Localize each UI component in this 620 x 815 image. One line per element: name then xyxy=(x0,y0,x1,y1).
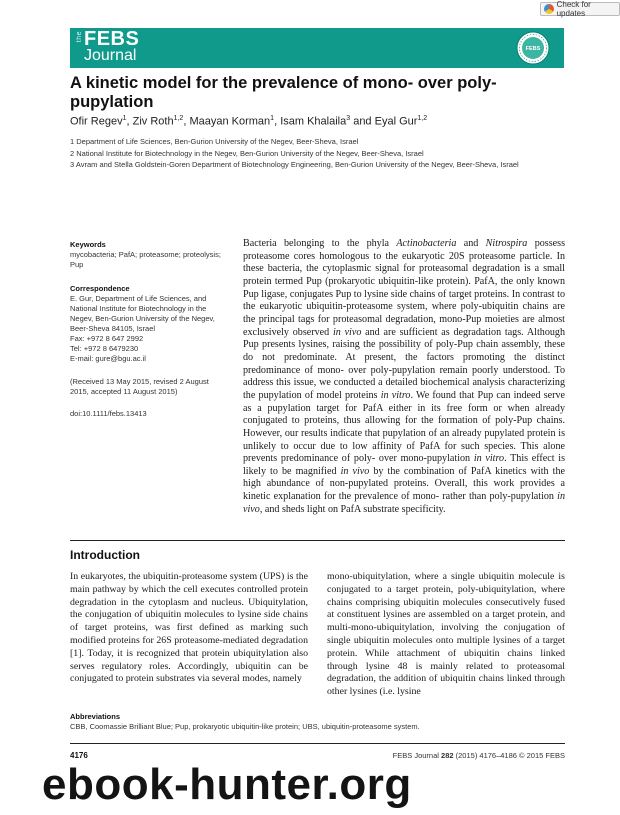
affiliation-3: 3 Avram and Stella Goldstein-Goren Department of Biotechnology Engineering, Ben-Gurion University of the Negev, Beer-Sheva, Israel xyxy=(70,160,519,169)
abstract-italic-term: in vivo xyxy=(243,491,565,515)
introduction-column-right: mono-ubiquitylation, where a single ubiquitin molecule is conjugated to a target protein, poly-ubiquitylation, where chains comprising ubiquitin molecules consecutively fused at constituent lysines are assembled on a target protein, and multi-mono-ubiquitylation, involving the conjugation of single ubiquitin molecules onto multiple lysines of a target protein. While attachment of ubiquitin chains linked through lysine 48 is mainly related to proteasomal degradation, the addition of ubiquitin chains linked through other lysines (i.e. lysine xyxy=(327,571,565,698)
author-affiliation-marker: 1,2 xyxy=(417,115,428,122)
received-line: (Received 13 May 2015, revised 2 August xyxy=(70,377,209,386)
correspondence-block xyxy=(70,284,230,364)
abstract-text: and xyxy=(456,238,486,249)
author-affiliation-marker: 1 xyxy=(122,115,127,122)
check-for-updates-badge[interactable] xyxy=(540,2,620,16)
correspondence-line: E. Gur, Department of Life Sciences, and xyxy=(70,294,207,303)
abstract-text: , and sheds light on PafA substrate specificity. xyxy=(259,503,446,515)
watermark-text: ebook-hunter.org xyxy=(42,760,412,809)
introduction-column-left: In eukaryotes, the ubiquitin-proteasome system (UPS) is the main pathway by which the cell executes controlled protein degradation in the cytoplasm and nucleus. Ubiquitylation, the conjugation of ubiquitin molecules to lysine side chains of target proteins, was first defined as marking such modified proteins for 26S proteasome-mediated degradation [1]. Today, it is recognized that protein ubiquitylation also serves regulatory roles. Accordingly, ubiquitin can be conjugated to protein substrates via several modes, namely xyxy=(70,571,308,685)
correspondence-line: Negev, Ben-Gurion University of the Negev, xyxy=(70,314,215,323)
author-name: Maayan Korman xyxy=(189,115,271,128)
journal-name: FEBS Journal xyxy=(392,751,439,760)
abstract-italic-term: in vitro xyxy=(380,389,411,401)
author-affiliation-marker: 1 xyxy=(270,115,275,122)
author-name: Ofir Regev xyxy=(70,115,123,128)
abstract-text: Bacteria belonging to the phyla xyxy=(243,238,397,249)
citation-rest: (2015) 4176–4186 © 2015 FEBS xyxy=(455,751,565,760)
abstract xyxy=(243,238,565,516)
article-title: A kinetic model for the prevalence of mono- over poly-pupylation xyxy=(70,74,497,111)
logo-journal: Journal xyxy=(84,47,137,64)
keywords-heading: Keywords xyxy=(70,240,106,249)
febs-seal-icon xyxy=(516,31,550,65)
correspondence-heading: Correspondence xyxy=(70,284,130,293)
correspondence-line: Beer-Sheva 84105, Israel xyxy=(70,324,156,333)
abstract-italic-term: Actinobacteria xyxy=(396,238,457,249)
footer-divider xyxy=(70,743,565,744)
abstract-text: and are sufficient as degradation tags. Although Pup presents lysines, raising the possibility of poly-Pup chain assembly, these do not predominate. At present, the factors promoting the distinct predominance of mono- over poly-pupylation remain poorly understood. To address this issue, we conducted a detailed biochemical analysis characterizing the pupylation of model proteins xyxy=(243,326,566,401)
author-separator: and xyxy=(350,115,375,128)
introduction-heading: Introduction xyxy=(70,548,140,562)
correspondence-line: National Institute for Biotechnology in the xyxy=(70,304,207,313)
received-line: 2015, accepted 11 August 2015) xyxy=(70,387,178,396)
abbreviations-text: CBB, Coomassie Brilliant Blue; Pup, prokaryotic ubiquitin-like protein; UBS, ubiquitin-proteasome system. xyxy=(70,722,420,731)
correspondence-tel: Tel: +972 8 6479230 xyxy=(70,344,139,353)
received-block xyxy=(70,377,230,397)
author-affiliation-marker: 3 xyxy=(346,115,351,122)
seal-text: FEBS xyxy=(525,46,541,52)
correspondence-fax: Fax: +972 8 647 2992 xyxy=(70,334,144,343)
keywords-text: mycobacteria; PafA; proteasome; proteolysis; Pup xyxy=(70,250,221,269)
author-separator: , xyxy=(274,115,281,128)
crossmark-icon xyxy=(544,4,554,14)
abstract-text: . This effect is likely to be magnified xyxy=(243,453,565,477)
doi-link[interactable]: doi:10.1111/febs.13413 xyxy=(70,409,147,418)
logo-febs: FEBS xyxy=(84,28,140,50)
logo-the: the xyxy=(76,31,83,43)
author-name: Ziv Roth xyxy=(132,115,174,128)
journal-volume: 282 xyxy=(441,751,454,760)
abstract-italic-term: in vivo xyxy=(332,326,362,338)
author-list xyxy=(70,115,427,128)
affiliation-2: 2 National Institute for Biotechnology in the Negev, Ben-Gurion University of the Negev, Beer-Sheva, Israel xyxy=(70,149,424,158)
journal-citation xyxy=(360,751,565,760)
abstract-italic-term: Nitrospira xyxy=(485,238,528,249)
section-divider xyxy=(70,540,565,541)
author-separator: , xyxy=(183,115,190,128)
correspondence-email[interactable]: E-mail: gure@bgu.ac.il xyxy=(70,354,146,363)
author-affiliation-marker: 1,2 xyxy=(173,115,184,122)
author-separator: , xyxy=(126,115,133,128)
page-number: 4176 xyxy=(70,751,88,760)
author-name: Eyal Gur xyxy=(374,115,418,128)
abstract-text: possess proteasome cores homologous to the eukaryotic 20S proteasome particle. In these bacteria, the cytoplasmic signal for proteasomal degradation is a small protein termed Pup (prokaryotic ubiquitin-like protein). PafA, the only known Pup ligase, conjugates Pup to lysine side chains of target proteins. In contrast to the eukaryotic ubiquitin-proteasome system, where poly-ubiquitin chains are the principal tags for proteasomal degradation, mono-Pup moieties are almost exclusively observed xyxy=(243,238,565,338)
check-for-updates-label: Check for updates xyxy=(556,0,591,18)
affiliation-1: 1 Department of Life Sciences, Ben-Gurion University of the Negev, Beer-Sheva, Israel xyxy=(70,137,359,146)
keywords-block xyxy=(70,240,230,270)
abstract-text: by the combination of PafA kinetics with the high abundance of non-pupylated proteins. Overall, this work provides a kinetic explanation for the prevalence of mono- rather than poly-pupylation xyxy=(243,465,565,503)
abbreviations-heading: Abbreviations xyxy=(70,712,121,721)
journal-banner xyxy=(70,28,564,68)
author-name: Isam Khalaila xyxy=(280,115,347,128)
abstract-italic-term: in vivo xyxy=(340,465,370,477)
abstract-text: . We found that Pup can indeed serve as a pupylation target for PafA either in its free form or when already conjugated to proteins, thus allowing for the formation of poly-Pup chains. However, our results indicate that pupylation of an already pupylated protein is unlikely to occur due to low affinity of PafA for such species. This alone prevents predominance of poly- over mono-pupylation xyxy=(243,389,565,465)
abstract-italic-term: in vitro xyxy=(473,453,505,465)
